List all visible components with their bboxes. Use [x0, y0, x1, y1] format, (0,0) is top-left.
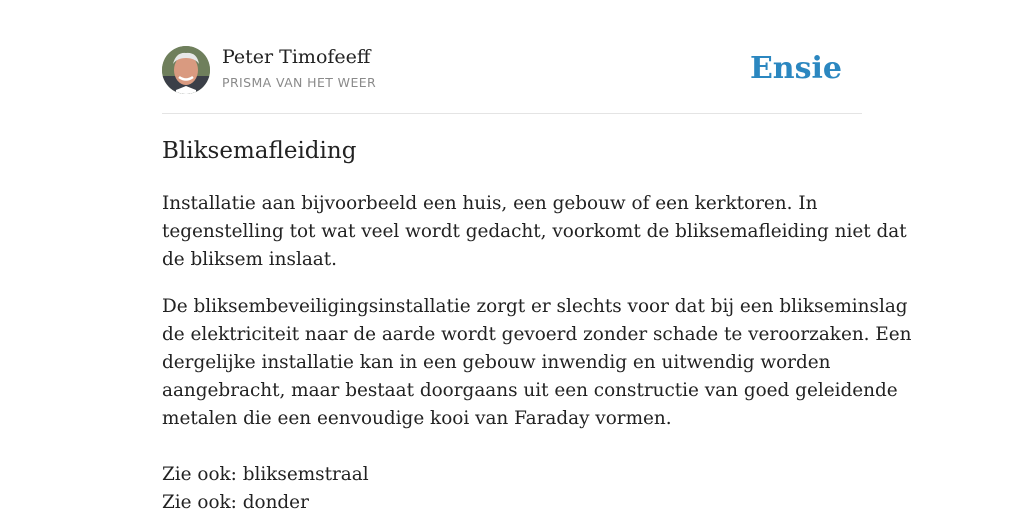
author-avatar[interactable] [162, 46, 210, 94]
spacer-line [162, 433, 862, 461]
author-name[interactable]: Peter Timofeeff [222, 46, 371, 68]
text-line: metalen die een eenvoudige kooi van Faraday vormen. [162, 408, 672, 429]
entry-title: Bliksemafleiding [162, 138, 357, 164]
entry-body [162, 190, 912, 512]
paragraph-1 [162, 190, 907, 274]
see-also-bliksemstraal[interactable]: Zie ook: bliksemstraal [162, 464, 369, 485]
text-line: de elektriciteit naar de aarde wordt gevoerd zonder schade te veroorzaken. Een [162, 324, 912, 345]
text-line: aangebracht, maar bestaat doorgaans uit een constructie van goed geleidende [162, 380, 898, 401]
text-line: dergelijke installatie kan in een gebouw inwendig en uitwendig worden [162, 352, 831, 373]
avatar-photo [162, 46, 210, 94]
author-subtitle[interactable]: PRISMA VAN HET WEER [222, 75, 377, 90]
header-divider [162, 113, 862, 114]
text-line: Installatie aan bijvoorbeeld een huis, een gebouw of een kerktoren. In [162, 193, 818, 214]
ensie-logo[interactable]: Ensie [749, 51, 842, 86]
see-also-donder[interactable]: Zie ook: donder [162, 492, 309, 512]
text-line: tegenstelling tot wat veel wordt gedacht, voorkomt de bliksemafleiding niet dat [162, 221, 907, 242]
text-line: de bliksem inslaat. [162, 249, 337, 270]
text-line: De bliksembeveiligingsinstallatie zorgt er slechts voor dat bij een blikseminslag [162, 296, 908, 317]
paragraph-2 [162, 293, 912, 512]
author-header [162, 46, 862, 96]
